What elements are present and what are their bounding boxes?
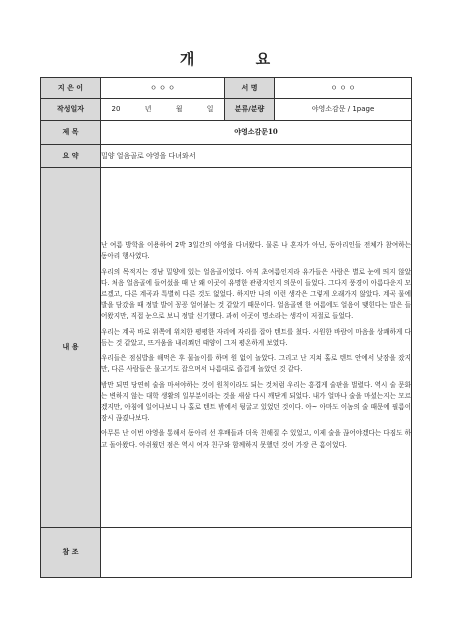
reference-value	[101, 528, 412, 578]
date-year-unit: 년	[144, 105, 152, 114]
date-label: 작성일자	[41, 99, 101, 121]
content-paragraph: 우리는 계곡 바로 위쪽에 위치한 평평한 자리에 자리를 잡아 텐트를 쳤다. 시원한 바람이 마음을 상쾌하게 다듬는 것 같았고, 뜨거움을 내리쬐던 태양이 그저 평온하게 보였다.	[101, 327, 411, 347]
author-label: 지 은 이	[41, 78, 101, 99]
author-value: ㅇ ㅇ ㅇ	[101, 78, 225, 99]
category-value: 야영소감문 / 1page	[275, 99, 412, 121]
date-year: 20	[111, 105, 121, 114]
date-day-unit: 일	[206, 105, 214, 114]
signature-label: 서 명	[225, 78, 275, 99]
reference-row	[41, 528, 412, 578]
page-title: 개 요	[179, 50, 299, 68]
reference-label: 참 조	[41, 528, 101, 578]
summary-value: 밀양 얼음골로 야영을 다녀와서	[101, 145, 412, 168]
content-paragraph: 난 여름 방학을 이용하여 2박 3일간의 야영을 다녀왔다. 물론 나 혼자가 아닌, 동아리인들 전체가 참여하는 동아리 행사였다.	[101, 241, 411, 261]
content-label: 내 용	[41, 168, 101, 528]
date-row	[41, 99, 412, 121]
content-paragraph: 우리들은 점심밥을 해먹은 후 물놀이를 하며 원 없이 놀았다. 그리고 난 지쳐 홀로 텐트 안에서 낮잠을 잤지만, 다른 사람들은 물고기도 잡으며서 나름대로 즐겁게 놀았던 것 같다.	[101, 354, 411, 374]
subject-label: 제 목	[41, 121, 101, 145]
content-body	[101, 168, 412, 528]
signature-value: ㅇ ㅇ ㅇ	[275, 78, 412, 99]
date-month-unit: 월	[175, 105, 183, 114]
summary-label: 요 약	[41, 145, 101, 168]
date-value	[101, 99, 225, 121]
summary-row	[41, 145, 412, 168]
subject-value: 야영소감문10	[101, 121, 412, 145]
content-paragraph: 우리의 목적지는 경남 밀양에 있는 얼음골이었다. 아직 초여름인지라 유가들은 사람은 별로 눈에 띄지 않았다. 처음 얼음골에 들어섰을 때 난 왜 이곳이 유명한 관광지인지 의문이 들었다. 그다지 풍경이 아름다운지 모르겠고, 다른 계곡과 특별히 다른 것도 없었다. 하지만 나의 이런 생각은 그렇게 오래가지 않았다. 계곡 물에 발을 담갔을 때 정말 발이 꽁꽁 얼어붙는 것 같았기 때문이다. 얼음골엔 한 여름에도 얼음이 맺힌다는 말은 들어왔지만, 직접 눈으로 보니 정말 신기했다. 과히 이곳이 명소라는 생각이 저절로 들었다.	[101, 267, 411, 321]
subject-row	[41, 121, 412, 145]
content-paragraph: 밤만 되면 당연히 술을 마셔야하는 것이 원칙이라도 되는 것처럼 우리는 흥겹게 술판을 벌렸다. 역시 술 문화는 변하지 않는 대학 생활의 일부분이라는 것을 새삼 다시 깨닫게 되었다. 내가 얼마나 술을 마셨는지는 모르겠지만, 아침에 일어나보니 나 홀로 텐트 밖에서 뒹굴고 있었던 것이다. 아~ 아마도 이놈의 술 때문에 필름이 잠시 끊겼나보다.	[101, 380, 411, 423]
summary-sheet-table	[40, 77, 412, 578]
category-label: 분류/분량	[225, 99, 275, 121]
content-row	[41, 168, 412, 528]
author-row	[41, 78, 412, 99]
content-paragraph: 아무튼 난 이번 야영을 통해서 동아리 선 후배들과 더욱 친해질 수 있었고, 이제 술을 끊어야겠다는 다짐도 하고 돌아왔다. 아쉬웠던 점은 역시 여자 친구와 함께하지 못했던 것이 가장 큰 흠이었다.	[101, 429, 411, 449]
